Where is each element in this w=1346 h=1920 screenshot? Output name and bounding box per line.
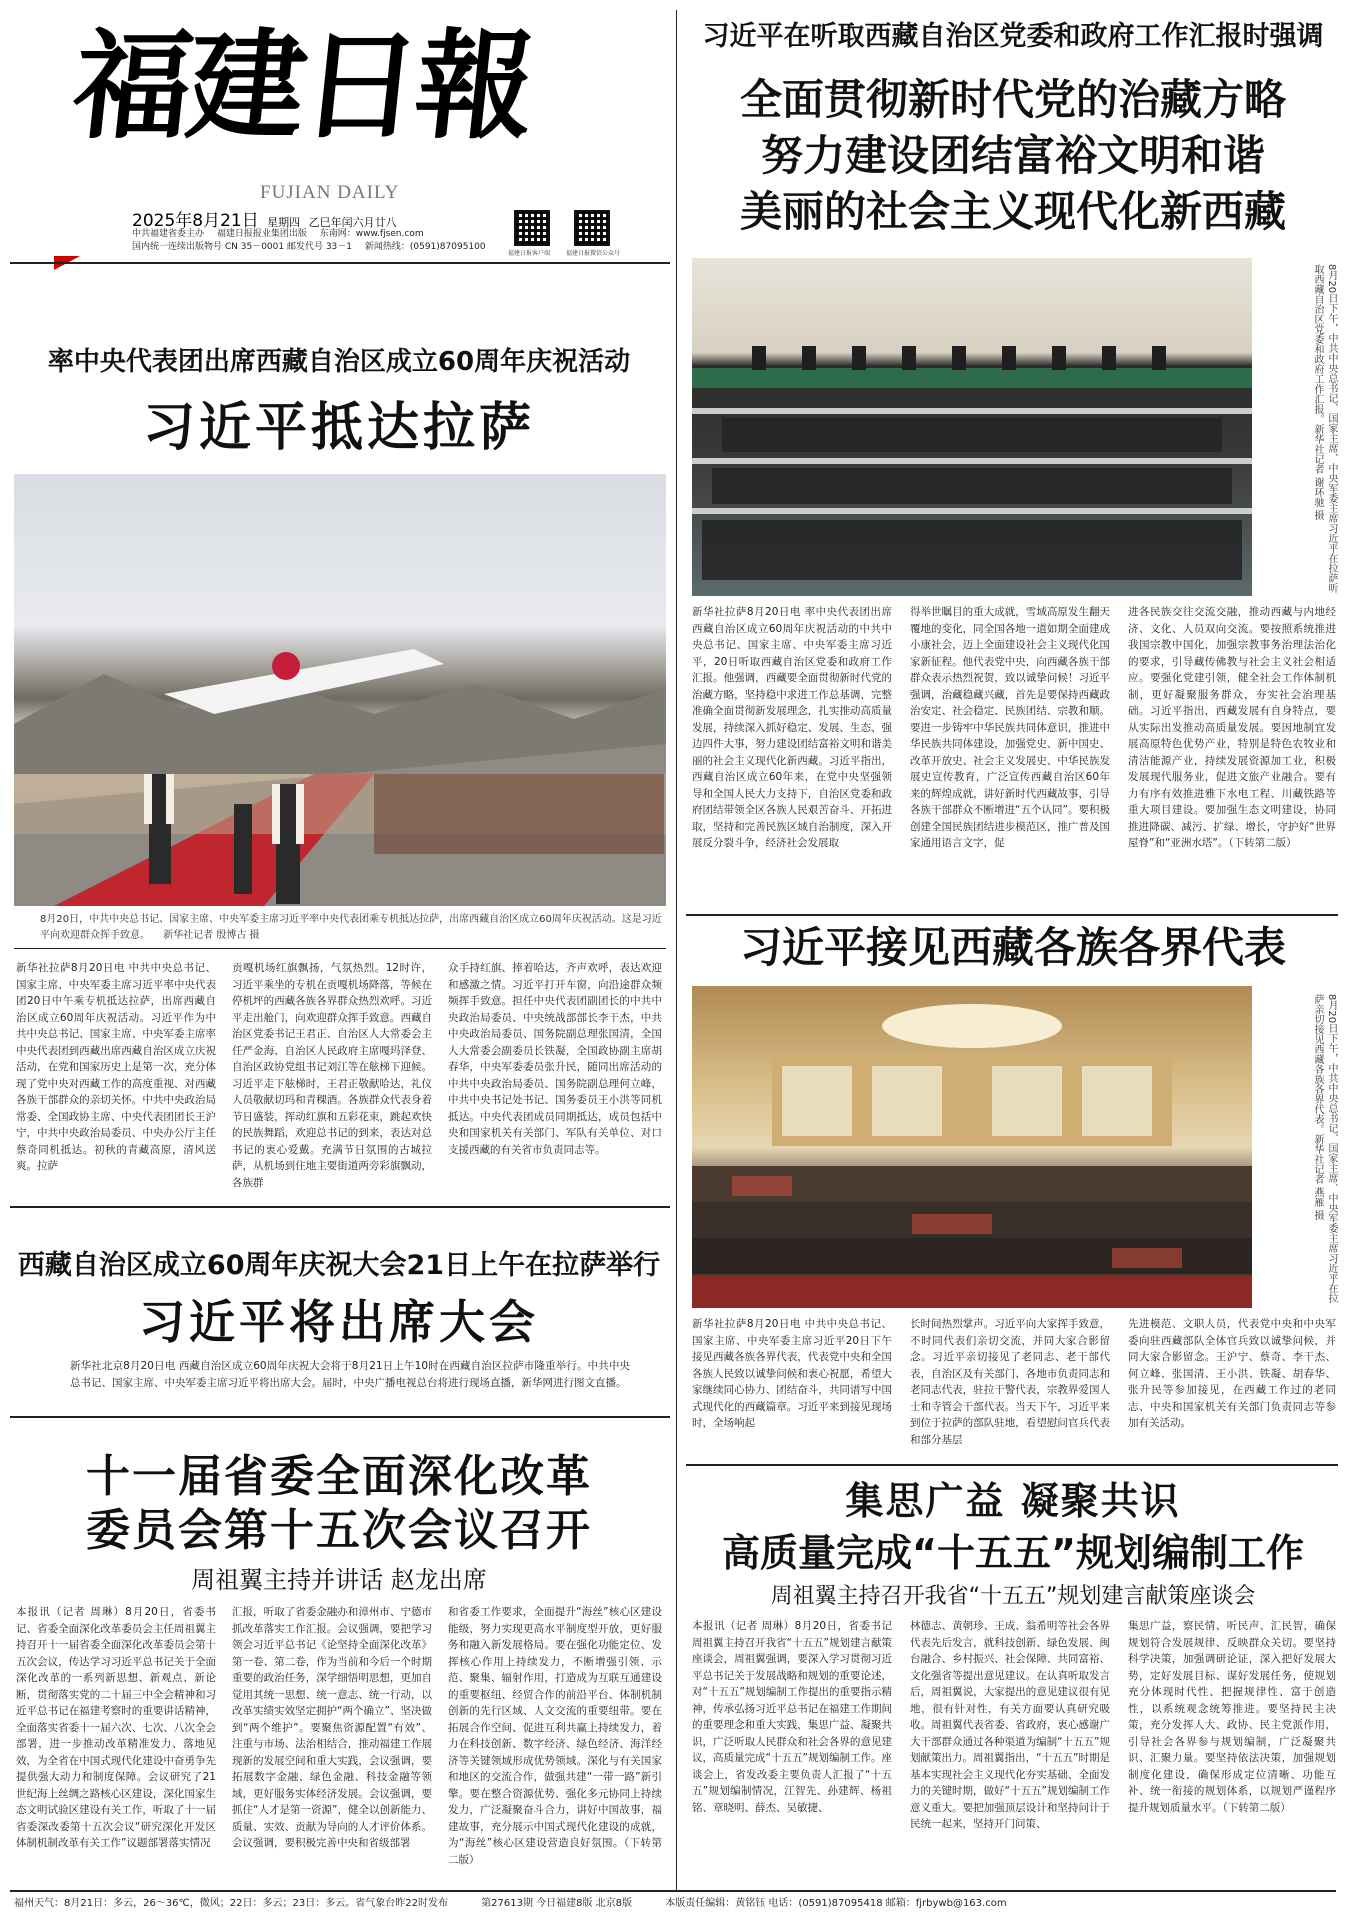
story-c-subhead: 周祖翼主持并讲话 赵龙出席 (191, 1566, 487, 1594)
footer-weather: 福州天气：8月21日：多云，26～36℃，微风；22日：多云；23日：多云。省气象台昨22时发布 (14, 1898, 448, 1909)
story-d-side-caption: 8月20日下午，中共中央总书记、国家主席、中央军委主席习近平在拉萨听取西藏自治区党委和政府工作汇报。新华社记者 谢环驰 摄 (1312, 264, 1337, 594)
story-e-photo (692, 986, 1252, 1308)
footer-editor: 本版责任编辑：黄铭钰 电话：(0591)87095418 邮箱：fjrbywb@163.com (665, 1898, 1007, 1909)
story-f-col-1: 本报讯（记者 周琳）8月20日，省委书记周祖翼主持召开我省“十五五”规划建言献策座谈会，周祖翼强调，要深入学习贯彻习近平总书记关于发展战略和规划的重要论述，对“十五五”规划编制工作提出的重要指示精神，传承弘扬习近平总书记在福建工作期间的重要理念和重大实践，集思广益、凝聚共识，广泛听取人民群众和社会各界的意见建议，高质量完成“十五五”规划编制工作。座谈会上，省发改委主要负责人汇报了“十五五”规划编制情况，江智先、孙建辉、杨祖铭、章晓明、薛杰、吴敏捷、 (692, 1620, 892, 1814)
story-b-bottom-rule (10, 1416, 670, 1418)
story-e-col-3: 先进模范、文职人员，代表党中央和中央军委向驻西藏部队全体官兵致以诚挚问候，并同大家合影留念。王沪宁、蔡奇、李干杰、何立峰、张国清、王小洪、铁凝、胡春华、张升民等参加接见，在西藏工作过的老同志、中央和国家机关有关部门负责同志等参加有关活动。 (1128, 1318, 1336, 1429)
story-a-col-1: 新华社拉萨8月20日电 中共中央总书记、国家主席、中央军委主席习近平率中央代表团20日中午乘专机抵达拉萨，出席西藏自治区成立60周年庆祝活动。习近平作为中共中央总书记、国家主席、中央军委主席率中央代表团到西藏出席西藏自治区成立庆祝活动，在党和国家历史上是第一次，充分体现了党中央对西藏工作的高度重视、对西藏各族干部群众的亲切关怀。中共中央政治局常委、全国政协主席、中央代表团团长王沪宁，中共中央政治局委员、中央办公厅主任蔡奇同机抵达。初秋的青藏高原，清风送爽。拉萨 (16, 962, 216, 1172)
website-line: 东南网：www.fjsen.com (319, 229, 424, 239)
issue-date: 2025年8月21日 (132, 211, 259, 231)
story-b-body: 新华社北京8月20日电 西藏自治区成立60周年庆祝大会将于8月21日上午10时在西藏自治区拉萨市隆重举行。中共中央总书记、国家主席、中央军委主席习近平将出席大会。届时，中央广播电视总台将进行现场直播，新华网进行图文直播。 (70, 1360, 630, 1389)
story-a-col-3: 众手持红旗、捧着哈达，齐声欢呼，表达欢迎和感激之情。习近平打开车窗，向沿途群众频频挥手致意。担任中央代表团副团长的中共中央政治局委员、中央统战部部长李干杰，中共中央政治局委员、国务院副总理张国清，全国人大常委会副委员长铁凝，全国政协副主席胡春华，中央军委委员张升民，随同出席活动的中共中央政治局委员、国务院副总理何立峰，中共中央书记处书记、国务委员王小洪等同机抵达。中央代表团成员同期抵达，成员包括中央和国家机关有关部门、军队有关单位、对口支援西藏的有关省市负责同志等。 (448, 962, 662, 1156)
story-d-headline-2: 努力建设团结富裕文明和谐 (760, 131, 1265, 180)
story-f-col-2: 林德志、黄朝珍、王成、翁希明等社会各界代表先后发言，就科技创新、绿色发展、闽台融合、乡村振兴、社会保障、共同富裕、文化强省等提出意见建议。在认真听取发言后，周祖翼说，大家提出的意见建议很有见地，很有针对性，有关方面要认真研究吸收。周祖翼代表省委、省政府，衷心感谢广大干部群众通过各种渠道为编制“十五五”规划献策出力。周祖翼指出，“十五五”时期是基本实现社会主义现代化夯实基础、全面发力的关键时期，做好“十五五”规划编制工作意义重大。要把加强顶层设计和坚持问计于民统一起来，坚持开门问策、 (910, 1620, 1110, 1830)
footer-rule (10, 1890, 1336, 1892)
story-d-col-1: 新华社拉萨8月20日电 率中央代表团出席西藏自治区成立60周年庆祝活动的中共中央总书记、国家主席、中央军委主席习近平，20日听取西藏自治区党委和政府工作汇报。他强调，西藏要全面贯彻新时代党的治藏方略，坚持稳中求进工作总基调，完整准确全面贯彻新发展理念，扎实推动高质量发展，持续深入抓好稳定、发展、生态、强边四件大事，努力建设团结富裕文明和谐美丽的社会主义现代化新西藏。习近平指出，西藏自治区成立60年来，在党中央坚强领导和全国人民大力支持下，自治区党委和政府团结带领全区各族人民艰苦奋斗、开拓进取，坚持和完善民族区域自治制度，深入开展反分裂斗争，经济社会发展取 (692, 606, 892, 849)
qr-code-wechat-icon (574, 210, 610, 246)
story-c-col-1: 本报讯（记者 周琳）8月20日，省委书记、省委全面深化改革委员会主任周祖翼主持召开十一届省委全面深化改革委员会第十五次会议，传达学习习近平总书记关于全面深化改革的一系列新思想、新观点、新论断，贯彻落实党的二十届三中全会精神和习近平总书记在福建考察时的重要讲话精神，全面落实省委十一届六次、七次、八次全会部署，进一步推动改革精准发力、落地见效，为全省在中国式现代化建设中奋勇争先提供强大动力和制度保障。会议研究了21世纪海上丝绸之路核心区建设，深化国家生态文明试验区建设有关工作，听取了十一届省委深改委第十五次会议“研究深化开发区体制机制改革有关工作”议题部署落实情况 (16, 1606, 216, 1849)
cn-line: 国内统一连续出版物号 CN 35－0001 邮发代号 33－1 (132, 242, 352, 252)
story-f-headline-2: 高质量完成“十五五”规划编制工作 (722, 1531, 1304, 1575)
qr2-label: 福建日报微信公众号 (566, 250, 621, 257)
story-e-col-1: 新华社拉萨8月20日电 中共中央总书记、国家主席、中央军委主席习近平20日下午接见西藏各族各界代表，代表党中央和全国各族人民致以诚挚问候和衷心祝愿，希望大家继续同心协力、团结奋斗，共同谱写中国式现代化的西藏篇章。习近平来到接见现场时，全场响起 (692, 1318, 892, 1429)
story-c-headline-2: 委员会第十五次会议召开 (86, 1505, 592, 1556)
masthead-english: FUJIAN DAILY (260, 182, 400, 203)
arrival-scene-icon (14, 474, 666, 906)
qr1-label: 福建日报客户端 (508, 250, 551, 257)
story-a-caption-text: 8月20日，中共中央总书记、国家主席、中央军委主席习近平率中央代表团乘专机抵达拉萨，出席西藏自治区成立60周年庆祝活动。这是习近平向欢迎群众挥手致意。 (40, 914, 662, 941)
hotline-line: 新闻热线：(0591)87095100 (364, 242, 486, 252)
masthead (14, 10, 654, 260)
issue-lunar: 乙巳年闰六月廿八 (308, 216, 397, 229)
story-f-subhead: 周祖翼主持召开我省“十五五”规划建言献策座谈会 (770, 1584, 1256, 1609)
qr-code-client-icon (514, 210, 550, 246)
story-a-col-2: 贡嘎机场红旗飘扬，气氛热烈。12时许，习近平乘坐的专机在贡嘎机场降落，等候在停机坪的西藏各族各界群众热烈欢呼。习近平走出舱门，向欢迎群众挥手致意。西藏自治区党委书记王君正、自治区人大常委会主任严金海、自治区人民政府主席嘎玛泽登、自治区政协党组书记刘江等在舷梯下迎候。习近平走下舷梯时，王君正敬献哈达，礼仪人员敬献切玛和青稞酒。各族群众代表身着节日盛装，挥动红旗和五彩花束，跳起欢快的民族舞蹈，欢迎总书记的到来，表达对总书记的衷心爱戴。充满节日氛围的古城拉萨，从机场到住地主要街道两旁彩旗飘动，各族群 (232, 962, 432, 1189)
story-e-headline: 习近平接见西藏各族各界代表 (739, 923, 1286, 972)
story-e-side-caption: 8月20日下午，中共中央总书记、国家主席、中央军委主席习近平在拉萨亲切接见西藏各族各界代表。新华社记者 燕雁 摄 (1312, 994, 1337, 1304)
story-a-bottom-rule (10, 1206, 670, 1208)
meeting-scene-icon (692, 258, 1252, 596)
story-d-headline-3: 美丽的社会主义现代化新西藏 (739, 187, 1286, 236)
story-a-photo (14, 474, 666, 906)
story-d-kicker: 习近平在听取西藏自治区党委和政府工作汇报时强调 (702, 21, 1324, 52)
publisher-line: 福建日报报业集团出版 (216, 229, 307, 239)
story-a-credit: 新华社记者 殷博古 摄 (163, 930, 260, 941)
story-b-kicker: 西藏自治区成立60周年庆祝大会21日上午在拉萨举行 (17, 1250, 661, 1281)
story-e-col-2: 长时间热烈掌声。习近平向大家挥手致意，不时同代表们亲切交流，并同大家合影留念。习近平亲切接见了老同志、老干部代表，自治区及有关部门、各地市负责同志和老同志代表，驻拉干警代表，宗教界爱国人士和寺管会干部代表。当天下午，习近平来到位于拉萨的部队驻地，看望慰问官兵代表和部分基层 (910, 1318, 1110, 1446)
story-c-col-3: 和省委工作要求，全面提升“海丝”核心区建设能级，努力实现更高水平制度型开放，更好服务和融入新发展格局。要在强化功能定位、发挥核心作用上持续发力，不断增强引领、示范、聚集、辐射作用，打造成为互联互通建设的重要枢纽、经贸合作的前沿平台、体制机制创新的先行区域、人文交流的重要纽带。要在拓展合作空间、促进互利共赢上持续发力，着力在科技创新、数字经济、绿色经济、海洋经济等关键领域形成优势领域。深化与有关国家和地区的交流合作，做强共建“一带一路”新引擎。要在整合资源优势、强化多元协同上持续发力，广泛凝聚奋斗合力，讲好中国故事，福建故事，充分展示中国式现代化建设的成就，为“海丝”核心区建设营造良好氛围。（下转第二版） (448, 1606, 662, 1866)
issue-weekday: 星期四 (267, 216, 301, 229)
masthead-logo: 福建日報 (66, 16, 538, 155)
story-e-bottom-rule (686, 1464, 1338, 1466)
story-d-col-3: 进各民族交往交流交融，推动西藏与内地经济、文化、人员双向交流。要按照系统推进我国宗教中国化，加强宗教事务治理法治化的要求，引导藏传佛教与社会主义社会相适应。要强化党建引领，健全社会工作体制机制，更好凝聚服务群众，夯实社会治理基础。习近平指出，西藏发展有自身特点，要从实际出发推动高质量发展。要因地制宜发展高原特色优势产业，特别是特色农牧业和清洁能源产业，持续发展资源加工业，积极发展现代服务业，促进文旅产业融合。要有力有序有效推进雅下水电工程、川藏铁路等重大项目建设。要加强生态文明建设，协同推进降碳、减污、扩绿、增长，守护好“世界屋脊”和“亚洲水塔”。（下转第二版） (1128, 606, 1336, 849)
story-a-caption (40, 912, 662, 944)
story-c-col-2: 汇报，听取了省委金融办和漳州市、宁德市抓改革落实工作汇报。会议强调，要把学习领会习近平总书记《论坚持全面深化改革》第一卷、第二卷，作为当前和今后一个时期重要的政治任务，深学细悟明思想，更加自觉用其统一思想、统一意志、统一行动，以改革实绩实效坚定拥护“两个确立”、坚决做到“两个维护”。要聚焦资源配置“有效”、注重与市场、法治相结合，推动福建工作展现新的发展空间和重大实践，会议强调，要拓展数字金融、绿色金融、科技金融等领域，更好服务实体经济发展。会议强调，要抓住“人才是第一资源”，健全以创新能力、质量、实效、贡献为导向的人才评价体系。会议强调，要积极完善中央和省级部署 (232, 1606, 432, 1849)
story-c-headline-1: 十一届省委全面深化改革 (86, 1451, 592, 1502)
footer-issue: 第27613期 今日福建8版 北京8版 (481, 1898, 633, 1909)
story-f-headline-1: 集思广益 凝聚共识 (845, 1479, 1181, 1523)
group-photo-scene-icon (692, 986, 1252, 1308)
story-b-headline: 习近平将出席大会 (139, 1295, 539, 1349)
masthead-divider (10, 262, 670, 264)
story-d-col-2: 得举世瞩目的重大成就，雪域高原发生翻天覆地的变化，同全国各地一道如期全面建成小康社会，迈上全面建设社会主义现代化国家新征程。他代表党中央，向西藏各族干部群众表示热烈祝贺，致以诚挚问候！习近平强调，治藏稳藏兴藏，首先是要保持西藏政治安定、社会稳定、民族团结、宗教和顺。要进一步铸牢中华民族共同体意识，推进中华民族共同体建设，加强党史、新中国史、改革开放史、社会主义发展史、中华民族发展史宣传教育，广泛宣传西藏自治区60年来的辉煌成就，讲好新时代西藏故事，引导各族干部群众不断增进“五个认同”。要积极创建全国民族团结进步模范区，推广普及国家通用语言文字，促 (910, 606, 1110, 849)
story-f-col-3: 集思广益，察民情、听民声、汇民智，确保规划符合发展规律、反映群众关切。要坚持科学决策，加强调研论证，深入把好发展大势，定好发展目标、谋好发展任务，使规划充分体现时代性、把握规律性、富于创造性，以系统观念统筹推进。要坚持民主决策，充分发挥人大、政协、民主党派作用，引导社会各界参与规划编制，广泛凝聚共识、汇聚力量。要坚持依法决策，加强规划制度化建设，确保形成定位清晰、功能互补、统一衔接的规划体系，以规划严谨程序提升规划质量水平。（下转第二版） (1128, 1620, 1336, 1814)
story-a-photo-rule (14, 948, 666, 949)
story-a-headline: 习近平抵达拉萨 (142, 398, 535, 458)
story-a-kicker: 率中央代表团出席西藏自治区成立60周年庆祝活动 (47, 347, 631, 377)
story-d-headline-1: 全面贯彻新时代党的治藏方略 (739, 75, 1286, 124)
story-d-photo (692, 258, 1252, 596)
footer (14, 1895, 1336, 1915)
page-center-rule (676, 10, 677, 1890)
sponsor-line: 中共福建省委主办 (132, 229, 205, 239)
